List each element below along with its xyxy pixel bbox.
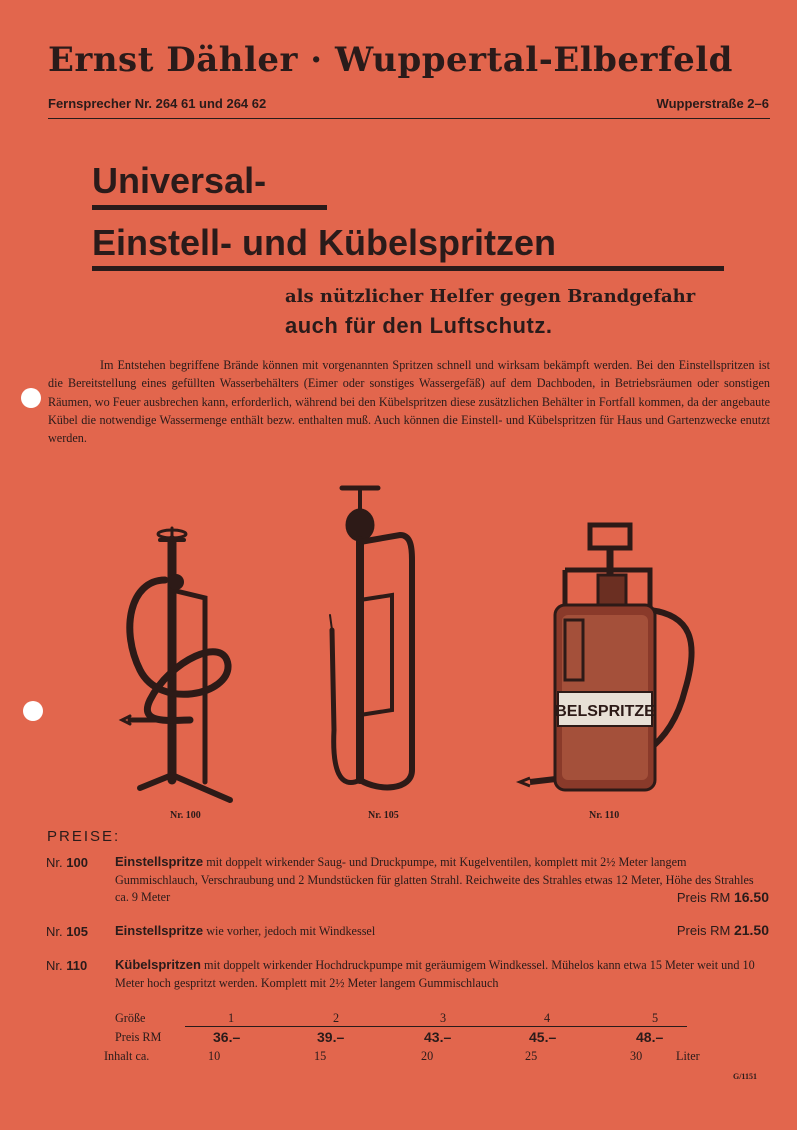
pump-100-illustration	[110, 520, 260, 810]
price-label: Preis RM	[676, 923, 731, 938]
product-105-price	[677, 922, 769, 938]
nr-prefix: Nr.	[46, 855, 63, 870]
price-value: 16.50	[733, 889, 769, 905]
product-text: mit doppelt wirkender Saug- und Druckpumpe, mit Kugelventilen, komplett mit 2½ Meter langem Gummischlauch, Verschraubung und 2 Mundstücken für glatten Strahl. Reichweite des Strahles etwas 12 Meter, Höhe des Strahles ca. 9 Meter	[115, 855, 754, 904]
nr-prefix: Nr.	[46, 924, 63, 939]
product-105-number	[46, 924, 88, 939]
nr-value: 105	[66, 924, 88, 939]
product-105-description	[115, 922, 770, 941]
subtitle-line-2: auch für den Luftschutz.	[285, 313, 553, 338]
caption-nr-105: Nr. 105	[368, 810, 399, 821]
price-size-5: 48.–	[636, 1029, 664, 1045]
size-5: 5	[652, 1011, 659, 1025]
subtitle-line-1: als nützlicher Helfer gegen Brandgefahr	[285, 286, 696, 307]
content-size-5: 30	[630, 1049, 643, 1063]
title-line-1: Universal-	[92, 160, 267, 201]
nr-prefix: Nr.	[46, 958, 63, 973]
size-3: 3	[440, 1011, 447, 1025]
product-100-price	[677, 889, 769, 905]
caption-nr-100: Nr. 100	[170, 810, 201, 821]
content-size-3: 20	[421, 1049, 434, 1063]
price-value: 21.50	[733, 922, 769, 938]
product-text: mit doppelt wirkender Hochdruckpumpe mit geräumigem Windkessel. Mühelos kann etwa 15 Meter weit und 10 Meter hoch gespritzt werden. Komplett mit 2½ Meter langem Gummischlauch	[115, 958, 755, 990]
product-name: Kübelspritzen	[115, 957, 201, 972]
header-rule	[48, 118, 770, 119]
intro-paragraph: Im Entstehen begriffene Brände können mit vorgenannten Spritzen schnell und wirksam bekämpft werden. Bei den Einstellspritzen ist die Bereitstellung eines gefüllten Wasserbehälters (Eimer oder sonstiges Wassergefäß) auf dem Dachboden, in Betriebsräumen oder sonstigen Räumen, wo Feuer ausbrechen kann, erforderlich, während bei den Kübelspritzen diese zusätzlichen Behälter in Fortfall kommen, da der angebaute Kübel die notwendige Wassermenge enthält bezw. enthalten muß. Auch können die Einstell- und Kübelspritzen für Haus und Gartenzwecke enutzt werden.	[48, 358, 770, 446]
firm-name: Ernst Dähler · Wuppertal-Elberfeld	[48, 40, 733, 80]
nr-value: 100	[66, 855, 88, 870]
product-name: Einstellspritze	[115, 854, 204, 869]
pump-110-illustration	[510, 520, 700, 810]
size-4: 4	[544, 1011, 551, 1025]
pump-105-illustration	[320, 480, 430, 805]
nr-value: 110	[66, 958, 88, 973]
content-size-2: 15	[314, 1049, 327, 1063]
content-row-label: Inhalt ca.	[104, 1049, 150, 1063]
drum-label: BELSPRITZE	[555, 703, 655, 720]
product-text: wie vorher, jedoch mit Windkessel	[206, 924, 376, 938]
caption-nr-110: Nr. 110	[589, 810, 620, 821]
size-2: 2	[333, 1011, 340, 1025]
product-110-number	[46, 958, 87, 973]
content-unit: Liter	[676, 1049, 700, 1063]
price-label: Preis RM	[676, 890, 731, 905]
price-size-1: 36.–	[213, 1029, 241, 1045]
product-name: Einstellspritze	[115, 923, 204, 938]
size-row-label: Größe	[115, 1011, 146, 1025]
print-code: G/1151	[732, 1072, 757, 1081]
product-110-description	[115, 956, 770, 992]
title-line-2: Einstell- und Kübelspritzen	[92, 222, 557, 263]
product-100-description	[115, 853, 770, 907]
price-size-4: 45.–	[529, 1029, 557, 1045]
price-size-2: 39.–	[317, 1029, 345, 1045]
product-100-number	[46, 855, 88, 870]
content-size-4: 25	[525, 1049, 538, 1063]
price-row-label: Preis RM	[115, 1030, 162, 1044]
punch-hole-top	[21, 388, 41, 408]
phone-line: Fernsprecher Nr. 264 61 und 264 62	[48, 96, 267, 111]
title-underline-2	[92, 266, 724, 271]
address-line: Wupperstraße 2–6	[656, 96, 769, 111]
size-table-rule	[185, 1026, 687, 1027]
punch-hole-bottom	[23, 701, 43, 721]
title-underline-1	[92, 205, 327, 210]
size-1: 1	[228, 1011, 235, 1025]
price-size-3: 43.–	[424, 1029, 452, 1045]
prices-heading: PREISE:	[47, 828, 121, 845]
content-size-1: 10	[208, 1049, 221, 1063]
